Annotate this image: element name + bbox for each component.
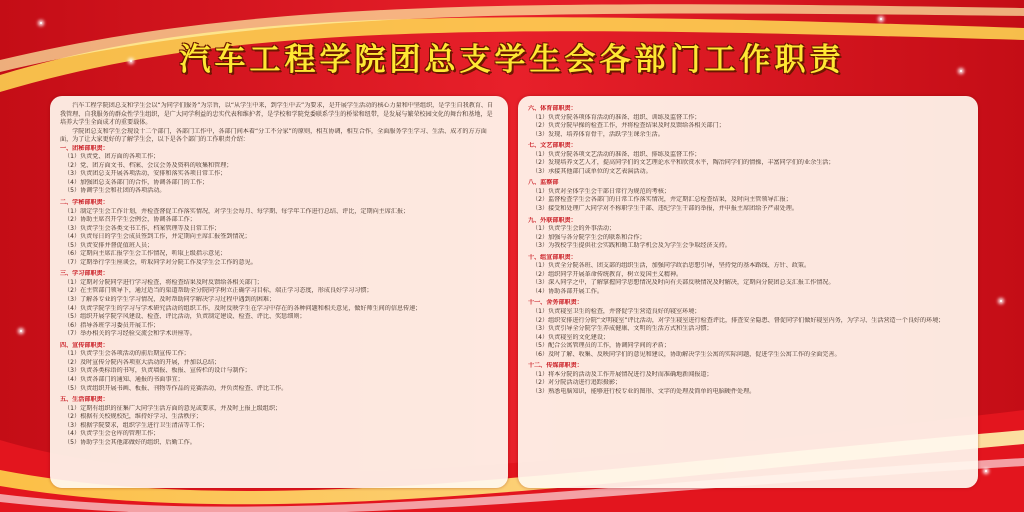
section-heading: 三、学习部职责： bbox=[60, 270, 109, 278]
section-heading: 八、监察部 bbox=[528, 179, 559, 187]
duty-item: （5）协调学生会和社团的各项活动。 bbox=[64, 187, 166, 195]
duty-item: （5）负责安排并督促值班人员； bbox=[64, 241, 154, 249]
sparkle-icon bbox=[40, 22, 42, 24]
duty-item: （1）制定学生会工作计划，并检查督促工作落实情况，对学生会每月、每学期、每学年工作进行总结、评比，定期向主席汇报； bbox=[64, 207, 410, 215]
duty-item: （1）定期有组织的征集广大同学生活方面的意见或要求，并及时上报上级组织； bbox=[64, 404, 282, 412]
duty-item: （4）协助各部开展工作。 bbox=[532, 287, 603, 295]
right-column bbox=[518, 96, 978, 397]
duty-item: （3）承接其他部门或单位的文艺表演活动。 bbox=[532, 167, 652, 175]
section-heading: 十二、传媒部职责： bbox=[528, 362, 583, 370]
duty-item: （2）党、团方面文书、档案、会议会务及资料的收集和管理； bbox=[64, 161, 233, 169]
duty-item: （1）负责学生会的外事活动； bbox=[532, 225, 616, 233]
section-heading: 五、生活部职责： bbox=[60, 396, 109, 404]
duty-item: （5）负责组织开展书画、板报、刊物等作品的竞赛活动，并负责检查、评比工作。 bbox=[64, 384, 288, 392]
duty-item: （4）负责各部门的通知、通报的书面事宜； bbox=[64, 375, 184, 383]
duty-item: （3）发现、培养体育骨干，活跃学生课余生活。 bbox=[532, 130, 664, 138]
duty-item: （3）负责团总支开展各项活动，安排和落实各项日常工作； bbox=[64, 170, 227, 178]
section-heading: 四、宣传部职责： bbox=[60, 341, 109, 349]
section-heading: 六、体育部职责： bbox=[528, 105, 577, 112]
duty-item: （3）接受和处理广大同学对不称职学生干部、违纪学生干部的举报，并申报主席团给予严肃处理。 bbox=[532, 205, 798, 213]
duty-item: （2）发现培养文艺人才，提高同学们的文艺理论水平和欣赏水平，陶冶同学们的情操，丰富同学们的业余生活； bbox=[532, 159, 835, 167]
duty-item: （5）组织开展学院学风建设、检查、评比活动，负责制定建设、检查、评比、奖惩细则； bbox=[64, 313, 306, 321]
duty-item: （1）定期对分院同学进行学习检查，将检查结果及时反馈给各相关部门； bbox=[64, 278, 263, 286]
duty-item: （4）负责寝室的文化建设； bbox=[532, 333, 610, 341]
section-heading: 一、团秘部职责： bbox=[60, 144, 109, 152]
right-panel bbox=[518, 96, 978, 488]
duty-item: （3）负责引导全分院学生养成健康、文明的生活方式和生活习惯； bbox=[532, 325, 713, 333]
section-heading: 二、学秘部职责： bbox=[60, 199, 109, 207]
duty-item: （2）对分院活动进行追踪摄影； bbox=[532, 379, 622, 387]
left-panel bbox=[50, 96, 508, 488]
duty-item: （1）将本分院的活动及工作开展情况进行及时而准确地新闻报道； bbox=[532, 370, 713, 378]
section-heading: 十、组宣部职责： bbox=[528, 253, 577, 261]
duty-item: （2）组织安排进行分院“文明寝室”评比活动，对学生寝室进行检查评比，排查安全隐患、督促同学们做好寝室内务，为学习、生活营造一个良好的环境； bbox=[532, 316, 945, 324]
duty-item: （7）定期举行学生座谈会，听取同学对分院工作及学生会工作的意见。 bbox=[64, 258, 257, 266]
duty-item: （2）加强与各分院学生会的联系和合作； bbox=[532, 233, 646, 241]
section-heading: 十一、舍务部职责： bbox=[528, 299, 583, 307]
duty-item: （2）根据有关校规校纪，维持好学习、生活秩序； bbox=[64, 413, 202, 421]
duty-item: （5）协助学生会其他部做好的组织、后勤工作。 bbox=[64, 438, 196, 446]
duty-item: （4）负责每日的学生会成员签到工作，并定期向主席汇报签到情况； bbox=[64, 233, 251, 241]
duty-item: （1）负责寝室卫生的检查，并督促学生营造良好的寝室环境； bbox=[532, 308, 701, 316]
duty-item: （2）监督检查学生会各部门的日常工作落实情况，并定期汇总检查结果，及时向主管领导汇报； bbox=[532, 196, 792, 204]
duty-item: （1）负责分院各项文艺活动的准备、组织、排练及监督工作； bbox=[532, 150, 701, 158]
sparkle-icon bbox=[1000, 300, 1002, 302]
duty-item: （6）定期向主席汇报学生会工作情况，听取上级指示意见； bbox=[64, 250, 227, 258]
duty-item: （1）负责党、团方面的各项工作； bbox=[64, 153, 160, 161]
duty-item: （3）负责学生会各类文书工作，档案管理等及日常工作； bbox=[64, 224, 221, 232]
duty-item: （3）根据学院要求，组织学生进行卫生清洁等工作； bbox=[64, 421, 209, 429]
duty-item: （6）指导各班学习委员开展工作； bbox=[64, 321, 160, 329]
sparkle-icon bbox=[880, 18, 882, 20]
duty-item: （2）协助主席召开学生会例会，协调各部工作； bbox=[64, 216, 196, 224]
duty-item: （3）为我校学生提供社会实践和勤工助学机会及为学生会争取经济支持。 bbox=[532, 242, 731, 250]
sparkle-icon bbox=[20, 330, 22, 332]
duty-item: （1）负责全分院各班、团支部的组织生活，加强同学政治思想引导，坚持党的基本路线、方针、政策。 bbox=[532, 262, 811, 270]
duty-item: （1）负责对全体学生会干部日常行为规范的考核； bbox=[532, 187, 670, 195]
duty-item: （2）负责分院早操的检查工作，并将检查结果及时反馈给各相关部门； bbox=[532, 122, 725, 130]
duty-item: （4）加强团总支各部门的合作，协调各部门的工作； bbox=[64, 178, 209, 186]
left-column bbox=[50, 96, 508, 447]
duty-item: （6）及时了解、收集、反映同学们的意见和建议，协助解决学生公寓的实际问题，促进学生公寓工作的全面完善。 bbox=[532, 350, 841, 358]
section-heading: 九、外联部职责： bbox=[528, 216, 577, 224]
duty-item: （1）负责学生会各项活动的前后期宣传工作； bbox=[64, 350, 190, 358]
duty-item: （3）了解各专业的学生学习情况，及时帮助同学解决学习过程中遇到的困难； bbox=[64, 296, 276, 304]
intro-paragraph: 学院团总支和学生会现设十二个部门，各部门工作中，各部门间本着“分工不分家”的原则，相互协调，相互合作，全面服务学生学习、生活、成才的方方面面，为了让大家更好的了解学生会，以下是各个部门的工作职责介绍： bbox=[60, 127, 487, 144]
page-title: 汽车工程学院团总支学生会各部门工作职责 bbox=[179, 42, 845, 78]
sparkle-icon bbox=[985, 470, 987, 472]
duty-item: （7）举办相关的学习经验交流会和学术讲座等。 bbox=[64, 330, 196, 338]
duty-item: （5）配合公寓管理员的工作，协调同学间的矛盾； bbox=[532, 342, 670, 350]
duty-item: （3）负责各类标语的书写，负责墙报、板报、宣传栏的设计与制作； bbox=[64, 367, 251, 375]
duty-item: （3）深入同学之中，了解掌握同学思想情况及时向有关部反映情况及时解决，定期向分院团总支汇报工作情况。 bbox=[532, 279, 835, 287]
duty-item: （2）及时宣传分院内各项重大活动的开展，并加以总结； bbox=[64, 358, 221, 366]
duty-item: （4）负责学生会仓库的管理工作； bbox=[64, 430, 160, 438]
duty-item: （4）负责学院学生的学习与学术研究活动的组织工作，及时反映学生在学习中存在的各种问题和相关意见，做好师生间的信息传递； bbox=[64, 304, 422, 312]
duty-item: （2）组织同学开展革命传统教育，树立爱国主义精神。 bbox=[532, 270, 683, 278]
duty-item: （2）在主管部门领导下，通过适当的渠道帮助全分院同学树立正确学习目标，端正学习态度，形成良好学习习惯； bbox=[64, 287, 373, 295]
duty-item: （1）负责分院各项体育活动的准备、组织、训练及监督工作； bbox=[532, 113, 701, 121]
intro-paragraph: 汽车工程学院团总支和学生会以“为同学们服务”为宗旨，以“从学生中来，到学生中去”为要求，是开展学生活动的核心力量和中坚组织，是学生自我教育、自我管理、自我服务的群众性学生组织，是广大同学利益的忠实代表和维护者，是学校和学院党委联系学生的桥梁和纽带，是发展与繁荣校园文化的舞台和基地，是培养大学生全面成才的重要载体。 bbox=[60, 102, 494, 127]
section-heading: 七、文艺部职责： bbox=[528, 142, 577, 150]
duty-item: （3）熟悉电脑知识，能够进行校专业的图形、文字的处理及简单的电脑硬件处理。 bbox=[532, 387, 756, 395]
